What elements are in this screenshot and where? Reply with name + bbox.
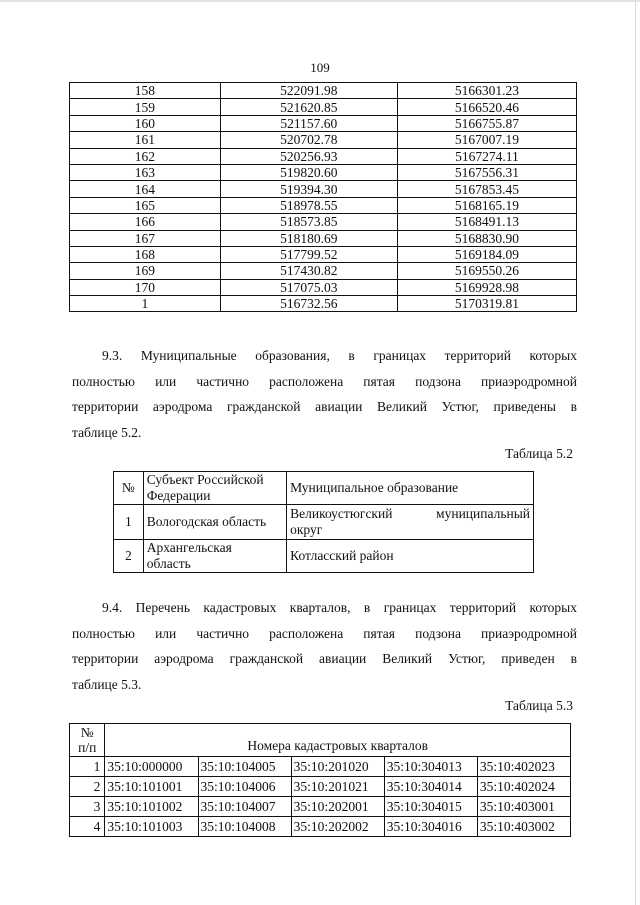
x-coordinate-cell: 519820.60 [220, 164, 397, 180]
x-coordinate-cell: 522091.98 [220, 83, 397, 99]
table-row [70, 197, 577, 213]
y-coordinate-cell: 5167007.19 [397, 132, 576, 148]
subject-line: область [146, 556, 191, 571]
point-number-cell: 164 [70, 181, 221, 197]
point-number-cell: 158 [70, 83, 221, 99]
x-coordinate-cell: 516732.56 [220, 296, 397, 312]
cadastral-quarter-cell: 35:10:304014 [384, 777, 477, 797]
table-5-3-caption: Таблица 5.3 [505, 698, 573, 713]
cadastral-quarter-cell: 35:10:101001 [105, 777, 198, 797]
cadastral-quarter-cell: 35:10:403002 [477, 817, 570, 837]
point-number-cell: 169 [70, 263, 221, 279]
point-number-cell: 168 [70, 246, 221, 262]
point-number-cell: 163 [70, 164, 221, 180]
row-num: 1 [114, 505, 144, 540]
y-coordinate-cell: 5169550.26 [397, 263, 576, 279]
row-num: 3 [70, 797, 105, 817]
point-number-cell: 166 [70, 214, 221, 230]
cadastral-quarter-cell: 35:10:104005 [198, 757, 291, 777]
row-municipality: Котласский район [287, 540, 534, 573]
row-num: 2 [114, 540, 144, 573]
y-coordinate-cell: 5168830.90 [397, 230, 576, 246]
point-number-cell: 167 [70, 230, 221, 246]
x-coordinate-cell: 517075.03 [220, 279, 397, 295]
y-coordinate-cell: 5166301.23 [397, 83, 576, 99]
x-coordinate-cell: 517799.52 [220, 246, 397, 262]
coordinates-table-body [70, 83, 577, 312]
table-row [70, 132, 577, 148]
header-subject [143, 472, 286, 505]
header-subject-line: Федерации [146, 488, 211, 503]
header-quarters: Номера кадастровых кварталов [105, 724, 571, 757]
row-num: 4 [70, 817, 105, 837]
y-coordinate-cell: 5167853.45 [397, 181, 576, 197]
cadastral-quarter-cell: 35:10:104006 [198, 777, 291, 797]
table-row [70, 214, 577, 230]
y-coordinate-cell: 5168491.13 [397, 214, 576, 230]
paragraph-line [72, 595, 577, 621]
cadastral-quarter-cell: 35:10:403001 [477, 797, 570, 817]
paragraph-line [72, 343, 577, 369]
scan-edge-right [635, 0, 636, 905]
section-9-3-paragraph [72, 343, 577, 445]
municipality-line: Великоустюгский муниципальный [290, 506, 530, 521]
point-number-cell: 170 [70, 279, 221, 295]
point-number-cell: 1 [70, 296, 221, 312]
paragraph-line: территории аэродрома гражданской авиации Великий Устюг, приведены в [72, 399, 577, 414]
table-row [70, 246, 577, 262]
paragraph-line-text: 9.4. Перечень кадастровых кварталов, в границах территорий которых [102, 600, 577, 615]
x-coordinate-cell: 521157.60 [220, 115, 397, 131]
table-5-3 [69, 723, 571, 837]
y-coordinate-cell: 5169928.98 [397, 279, 576, 295]
subject-line: Архангельская [146, 540, 232, 555]
point-number-cell: 161 [70, 132, 221, 148]
table-row [114, 540, 534, 573]
x-coordinate-cell: 518978.55 [220, 197, 397, 213]
paragraph-line: полностью или частично расположена пятая подзона приаэродромной [72, 625, 577, 641]
table-row [70, 181, 577, 197]
y-coordinate-cell: 5167274.11 [397, 148, 576, 164]
x-coordinate-cell: 518180.69 [220, 230, 397, 246]
cadastral-quarter-cell: 35:10:402023 [477, 757, 570, 777]
table-row [70, 757, 571, 777]
cadastral-quarter-cell: 35:10:201021 [291, 777, 384, 797]
paragraph-line: таблице 5.2. [72, 424, 142, 440]
point-number-cell: 160 [70, 115, 221, 131]
y-coordinate-cell: 5170319.81 [397, 296, 576, 312]
point-number-cell: 159 [70, 99, 221, 115]
table-row [70, 777, 571, 797]
table-row [70, 296, 577, 312]
row-municipality [287, 505, 534, 540]
cadastral-quarter-cell: 35:10:201020 [291, 757, 384, 777]
cadastral-quarter-cell: 35:10:304015 [384, 797, 477, 817]
table-header-row [70, 724, 571, 757]
row-num: 2 [70, 777, 105, 797]
y-coordinate-cell: 5168165.19 [397, 197, 576, 213]
cadastral-quarter-cell: 35:10:402024 [477, 777, 570, 797]
paragraph-line: полностью или частично расположена пятая подзона приаэродромной [72, 373, 577, 389]
header-num-line: № [80, 725, 94, 740]
table-row [70, 164, 577, 180]
cadastral-quarter-cell: 35:10:304016 [384, 817, 477, 837]
cadastral-quarter-cell: 35:10:000000 [105, 757, 198, 777]
row-subject: Вологодская область [143, 505, 286, 540]
table-5-2-caption: Таблица 5.2 [505, 446, 573, 461]
paragraph-line: территории аэродрома гражданской авиации Великий Устюг, приведен в [72, 651, 577, 666]
table-row [70, 99, 577, 115]
table-row [70, 83, 577, 99]
header-subject-line: Субъект Российской [146, 472, 264, 487]
table-5-3-body [70, 757, 571, 837]
x-coordinate-cell: 520702.78 [220, 132, 397, 148]
header-municipality: Муниципальное образование [287, 472, 534, 505]
table-row [70, 115, 577, 131]
x-coordinate-cell: 518573.85 [220, 214, 397, 230]
scan-edge-top [0, 0, 640, 2]
section-9-4-paragraph [72, 595, 577, 697]
paragraph-line: таблице 5.3. [72, 676, 142, 692]
row-num: 1 [70, 757, 105, 777]
coordinates-table [69, 82, 577, 312]
table-5-2 [113, 471, 534, 573]
table-row [70, 148, 577, 164]
cadastral-quarter-cell: 35:10:101002 [105, 797, 198, 817]
header-num [70, 724, 105, 757]
x-coordinate-cell: 519394.30 [220, 181, 397, 197]
point-number-cell: 165 [70, 197, 221, 213]
table-row [70, 230, 577, 246]
x-coordinate-cell: 521620.85 [220, 99, 397, 115]
row-subject [143, 540, 286, 573]
table-row [70, 263, 577, 279]
table-row [70, 817, 571, 837]
x-coordinate-cell: 520256.93 [220, 148, 397, 164]
y-coordinate-cell: 5167556.31 [397, 164, 576, 180]
paragraph-line-text: 9.3. Муниципальные образования, в границах территорий которых [102, 348, 577, 363]
table-row [114, 505, 534, 540]
cadastral-quarter-cell: 35:10:101003 [105, 817, 198, 837]
header-num-line: п/п [78, 740, 97, 755]
table-row [70, 279, 577, 295]
header-num: № [114, 472, 144, 505]
cadastral-quarter-cell: 35:10:202001 [291, 797, 384, 817]
x-coordinate-cell: 517430.82 [220, 263, 397, 279]
cadastral-quarter-cell: 35:10:104007 [198, 797, 291, 817]
cadastral-quarter-cell: 35:10:104008 [198, 817, 291, 837]
y-coordinate-cell: 5166520.46 [397, 99, 576, 115]
municipality-line: округ [290, 522, 323, 537]
table-header-row [114, 472, 534, 505]
cadastral-quarter-cell: 35:10:304013 [384, 757, 477, 777]
y-coordinate-cell: 5169184.09 [397, 246, 576, 262]
point-number-cell: 162 [70, 148, 221, 164]
page-number: 109 [310, 60, 330, 75]
table-row [70, 797, 571, 817]
y-coordinate-cell: 5166755.87 [397, 115, 576, 131]
cadastral-quarter-cell: 35:10:202002 [291, 817, 384, 837]
